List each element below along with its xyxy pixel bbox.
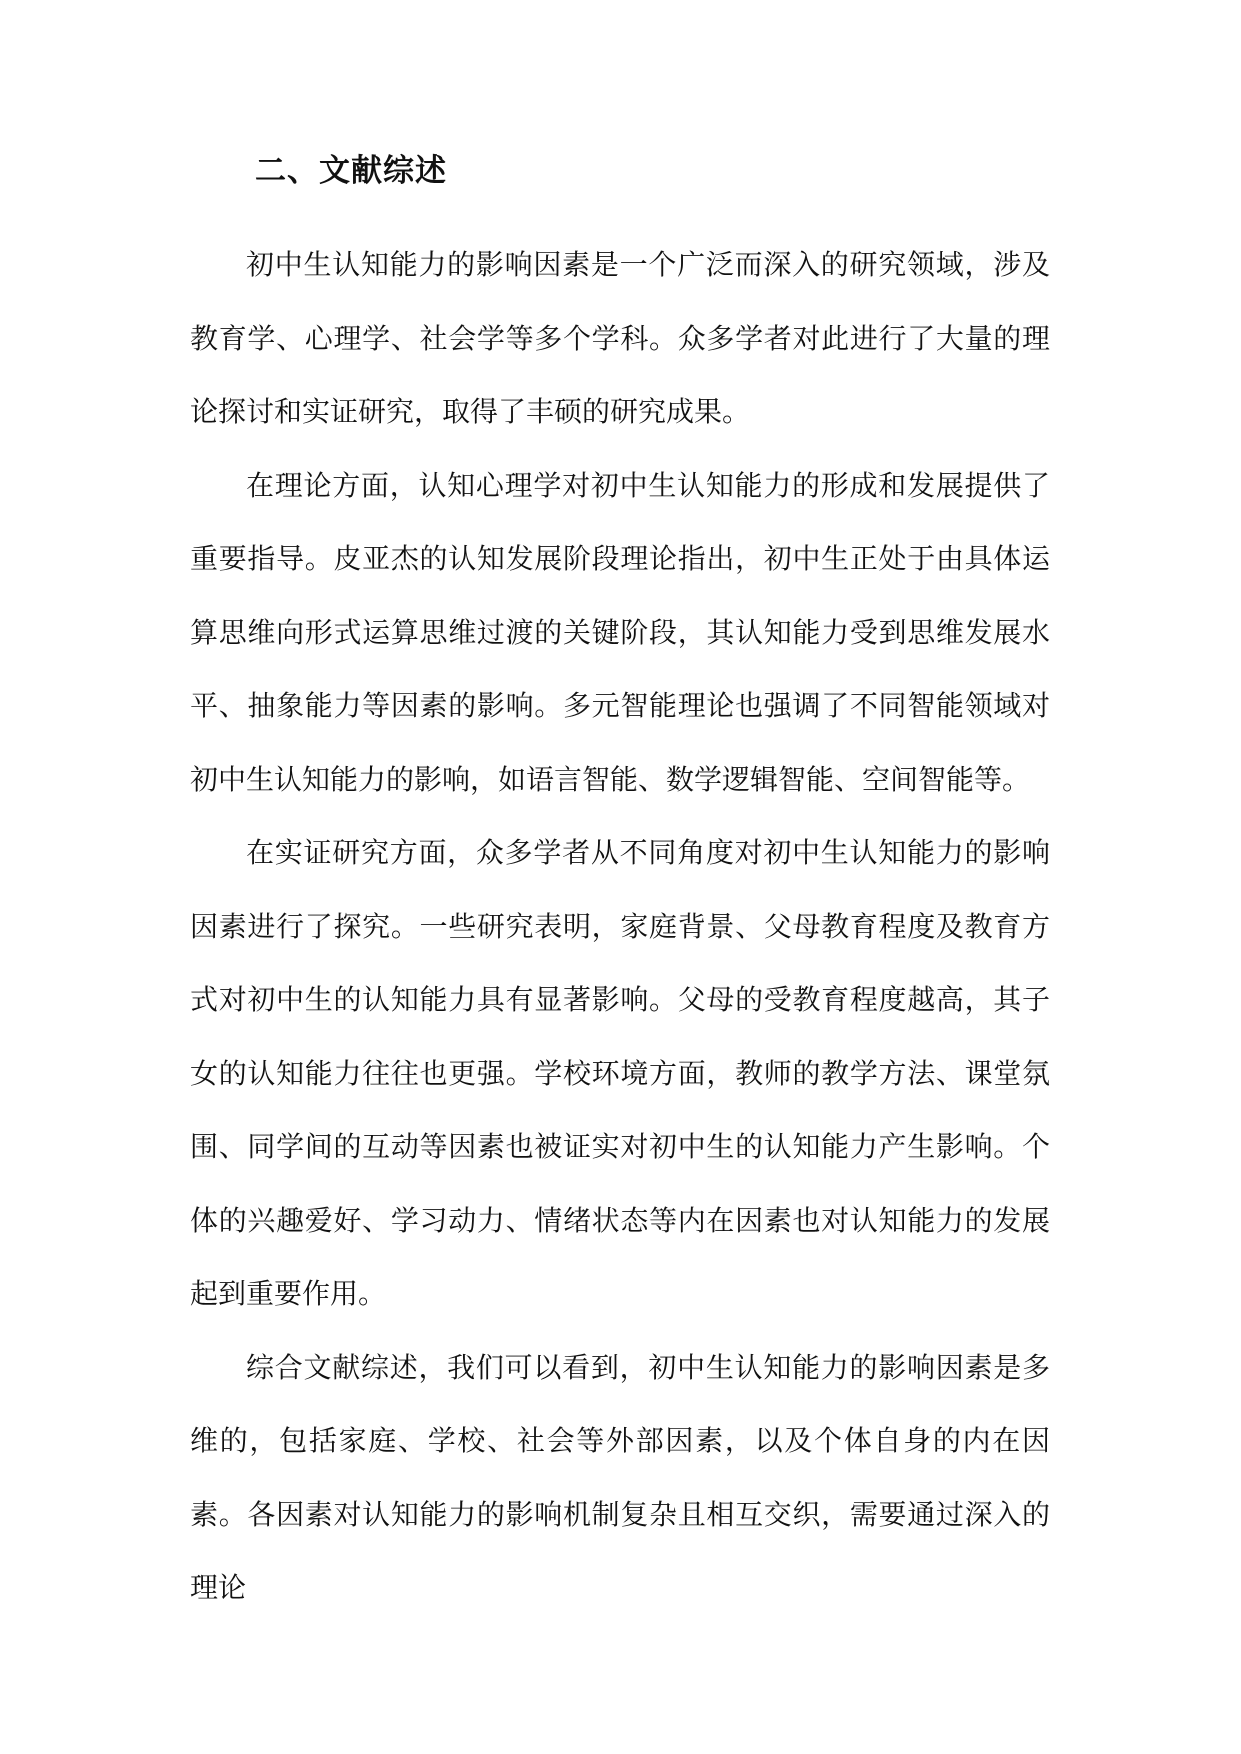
section-heading: 二、文献综述 <box>255 153 447 189</box>
paragraph-intro: 初中生认知能力的影响因素是一个广泛而深入的研究领域，涉及教育学、心理学、社会学等多个学科。众多学者对此进行了大量的理论探讨和实证研究，取得了丰硕的研究成果。 <box>190 248 1050 428</box>
paragraph-theory: 在理论方面，认知心理学对初中生认知能力的形成和发展提供了重要指导。皮亚杰的认知发展阶段理论指出，初中生正处于由具体运算思维向形式运算思维过渡的关键阶段，其认知能力受到思维发展水平、抽象能力等因素的影响。多元智能理论也强调了不同智能领域对初中生认知能力的影响，如语言智能、数学逻辑智能、空间智能等。 <box>190 468 1050 796</box>
paragraph-empirical: 在实证研究方面，众多学者从不同角度对初中生认知能力的影响因素进行了探究。一些研究表明，家庭背景、父母教育程度及教育方式对初中生的认知能力具有显著影响。父母的受教育程度越高，其子女的认知能力往往也更强。学校环境方面，教师的教学方法、课堂氛围、同学间的互动等因素也被证实对初中生的认知能力产生影响。个体的兴趣爱好、学习动力、情绪状态等内在因素也对认知能力的发展起到重要作用。 <box>190 836 1050 1310</box>
paragraph-summary: 综合文献综述，我们可以看到，初中生认知能力的影响因素是多维的，包括家庭、学校、社会等外部因素，以及个体自身的内在因素。各因素对认知能力的影响机制复杂且相互交织，需要通过深入的理论 <box>190 1350 1050 1604</box>
document-body <box>190 228 1050 1625</box>
